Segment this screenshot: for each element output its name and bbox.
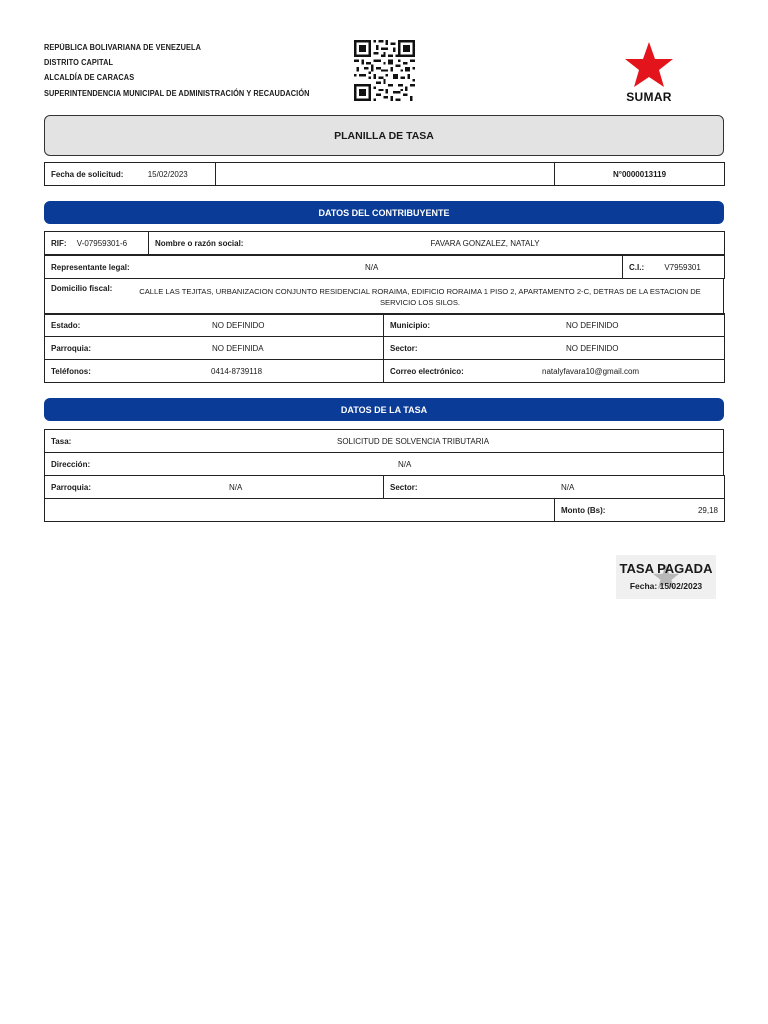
logo-wordmark: SUMAR [626, 90, 672, 104]
contribuyente-id-table [44, 231, 725, 255]
name-label: Nombre o razón social: [155, 238, 244, 248]
monto-table [44, 498, 725, 522]
correo-value: natalyfavara10@gmail.com [542, 366, 640, 376]
table-row [45, 163, 725, 186]
page-title [44, 115, 724, 156]
representative-value: N/A [365, 262, 379, 272]
correo-label: Correo electrónico: [390, 366, 464, 376]
section-title: DATOS DE LA TASA [340, 404, 428, 415]
section-title: DATOS DEL CONTRIBUYENTE [318, 207, 450, 218]
direccion-label: Dirección: [51, 459, 91, 469]
parroquia-value: NO DEFINIDA [212, 343, 264, 353]
tasa-value: SOLICITUD DE SOLVENCIA TRIBUTARIA [337, 436, 490, 446]
paid-stamp-title: TASA PAGADA [619, 561, 713, 576]
issuer-line-district: DISTRITO CAPITAL [44, 58, 114, 68]
table-row [45, 337, 725, 360]
sector-value: NO DEFINIDO [566, 343, 619, 353]
red-star-icon [620, 40, 678, 90]
tasa-cell [45, 430, 724, 453]
fiscal-address-value: CALLE LAS TEJITAS, URBANIZACION CONJUNTO RESIDENCIAL RORAIMA, EDIFICIO RORAIMA 1 PISO 2, APARTAMENTO 2-C, DETRAS DE LA ESTACION DE SERVICIO LOS SILOS. [139, 286, 701, 307]
ci-label: C.I.: [629, 262, 645, 272]
ci-value: V7959301 [664, 262, 701, 272]
parroquia-cell [45, 337, 384, 360]
municipio-label: Municipio: [390, 320, 430, 330]
parroquia-label: Parroquia: [51, 343, 92, 353]
table-row [45, 279, 724, 315]
municipio-value: NO DEFINIDO [566, 320, 619, 330]
tasa-parroquia-cell [45, 476, 384, 499]
representative-label: Representante legal: [51, 262, 130, 272]
table-row [45, 430, 724, 453]
tasa-parroquia-value: N/A [229, 482, 243, 492]
tasa-sector-value: N/A [561, 482, 575, 492]
tasa-label: Tasa: [51, 436, 72, 446]
telefonos-label: Teléfonos: [51, 366, 91, 376]
table-row [45, 499, 725, 522]
paid-stamp [616, 555, 716, 599]
monto-cell [555, 499, 725, 522]
sector-cell [384, 337, 725, 360]
qr-code-icon [354, 40, 415, 101]
monto-label: Monto (Bs): [561, 505, 606, 515]
table-row [45, 453, 724, 476]
correo-cell [384, 360, 725, 383]
rif-label: RIF: [51, 238, 67, 248]
section-header-contribuyente [44, 201, 724, 224]
request-date-label: Fecha de solicitud: [51, 169, 124, 179]
fiscal-address-cell [45, 279, 724, 315]
ci-cell [623, 256, 725, 279]
name-cell [149, 232, 725, 255]
table-row [45, 256, 725, 279]
tasa-sector-label: Sector: [390, 482, 418, 492]
request-date-cell [45, 163, 216, 186]
table-row [45, 314, 725, 337]
issuer-line-superintendency: SUPERINTENDENCIA MUNICIPAL DE ADMINISTRACIÓN Y RECAUDACIÓN [44, 88, 310, 98]
issuer-line-mayor-office: ALCALDÍA DE CARACAS [44, 73, 135, 83]
tasa-sector-cell [384, 476, 725, 499]
monto-value: 29,18 [697, 505, 718, 515]
direccion-value: N/A [398, 459, 412, 469]
telefonos-value: 0414-8739118 [211, 366, 263, 376]
sumar-logo [620, 40, 678, 106]
document-header [44, 40, 724, 106]
table-row [45, 232, 725, 255]
tasa-table [44, 429, 724, 476]
name-value: FAVARA GONZALEZ, NATALY [430, 238, 540, 248]
representative-cell [45, 256, 623, 279]
rif-value: V-07959301-6 [76, 238, 128, 248]
telefonos-cell [45, 360, 384, 383]
representative-table [44, 255, 725, 279]
estado-value: NO DEFINIDO [212, 320, 265, 330]
rif-cell [45, 232, 149, 255]
issuer-block [44, 40, 310, 101]
estado-label: Estado: [51, 320, 81, 330]
table-row [45, 360, 725, 383]
tasa-location-table [44, 475, 725, 499]
request-date-value: 15/02/2023 [147, 169, 188, 179]
empty-cell [216, 163, 555, 186]
location-table [44, 313, 725, 383]
sector-label: Sector: [390, 343, 418, 353]
table-row [45, 476, 725, 499]
fiscal-address-label: Domicilio fiscal: [51, 284, 113, 293]
municipio-cell [384, 314, 725, 337]
empty-cell [45, 499, 555, 522]
direccion-cell [45, 453, 724, 476]
tasa-parroquia-label: Parroquia: [51, 482, 92, 492]
fiscal-address-table [44, 278, 724, 315]
page-title-text: PLANILLA DE TASA [334, 129, 434, 142]
issuer-line-republic: REPÚBLICA BOLIVARIANA DE VENEZUELA [44, 43, 202, 52]
request-info-table [44, 162, 725, 186]
section-header-tasa [44, 398, 724, 421]
request-number: N°0000013119 [555, 163, 725, 186]
paid-stamp-date: Fecha: 15/02/2023 [629, 581, 703, 591]
estado-cell [45, 314, 384, 337]
